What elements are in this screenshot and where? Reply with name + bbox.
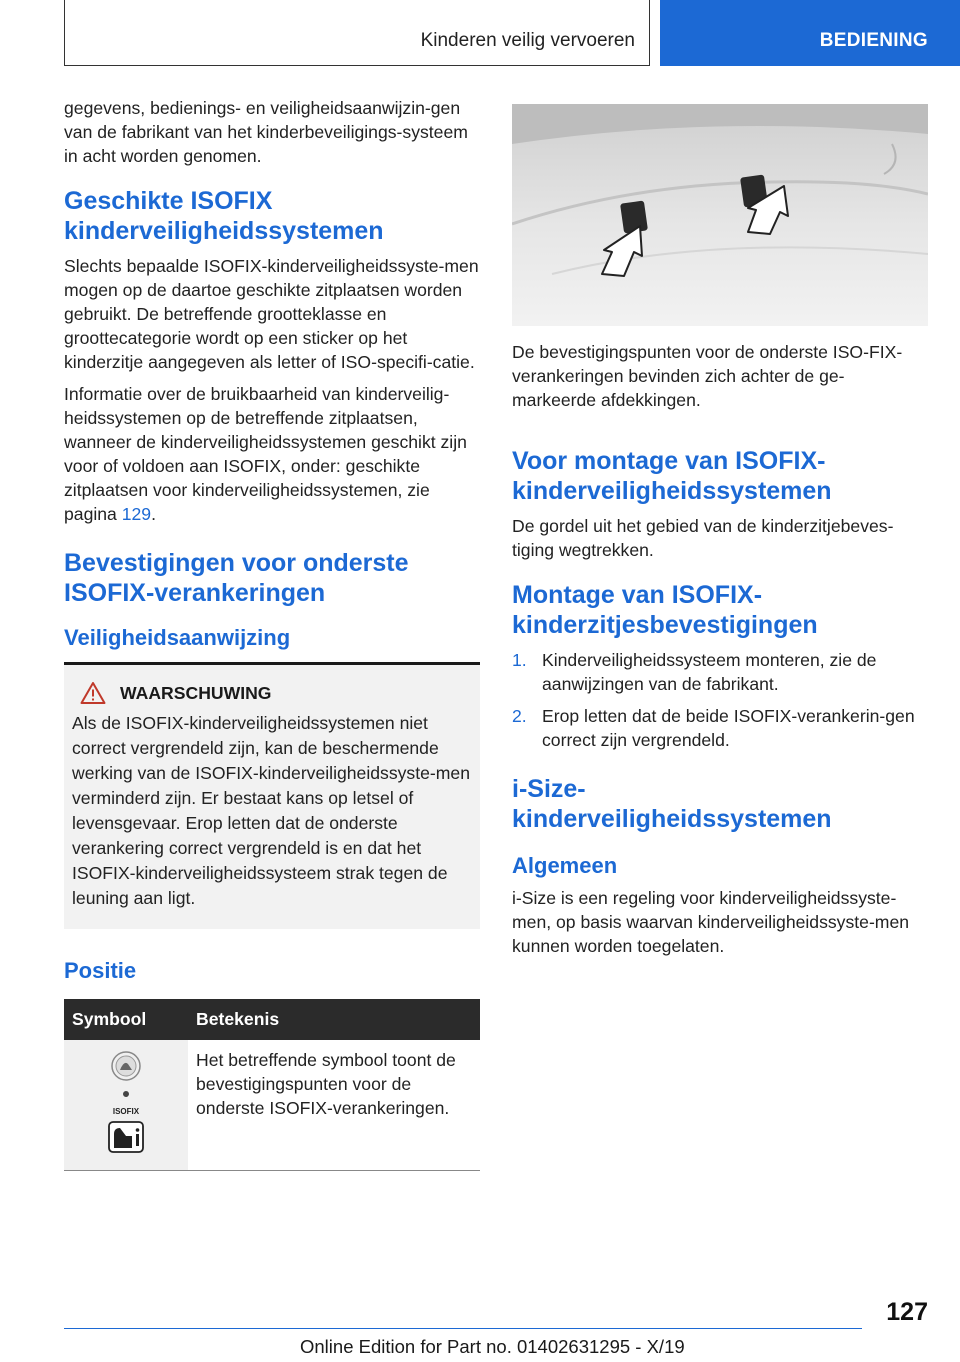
table-header-betekenis: Betekenis xyxy=(188,999,480,1040)
header-section-box xyxy=(64,0,650,66)
list-item xyxy=(512,648,928,696)
header-tab-box xyxy=(660,0,960,66)
paragraph-geschikte-2-end: . xyxy=(151,504,156,524)
page-header xyxy=(0,0,960,66)
isofix-label: ISOFIX xyxy=(112,1107,140,1116)
page-link-129[interactable]: 129 xyxy=(121,504,152,524)
step-number: 1. xyxy=(512,650,527,670)
table-header-symbool: Symbool xyxy=(64,999,188,1040)
heading-algemeen: Algemeen xyxy=(512,853,618,878)
section-title: Kinderen veilig vervoeren xyxy=(420,30,635,51)
warning-triangle-icon xyxy=(80,681,106,705)
heading-voor-montage: Voor montage van ISOFIX-kinderveiligheidssystemen xyxy=(512,447,832,505)
symbol-cell xyxy=(64,1040,188,1171)
heading-geschikte-isofix: Geschikte ISOFIX kinderveiligheidssystemen xyxy=(64,187,384,245)
warning-text: Als de ISOFIX-kinderveiligheidssystemen niet correct vergrendeld zijn, kan de beschermende werking van de ISOFIX-kinderveiligheidssyste-men verminderd zijn. Er bestaat kans op letsel of levensgevaar. Erop letten dat de onderste verankering correct vergrendeld is en dat het ISOFIX-kinderveiligheidssysteem strak tegen de leuning aan ligt. xyxy=(72,713,470,908)
paragraph-voor-montage: De gordel uit het gebied van de kinderzitjebeves-tiging wegtrekken. xyxy=(512,516,894,560)
heading-veiligheidsaanwijzing: Veiligheidsaanwijzing xyxy=(64,625,291,650)
montage-steps xyxy=(512,648,928,752)
isofix-anchor-photo xyxy=(512,104,928,326)
step-number: 2. xyxy=(512,706,527,726)
chapter-tab[interactable]: BEDIENING xyxy=(819,30,928,51)
list-item xyxy=(512,704,928,752)
heading-bevestigingen: Bevestigingen voor onderste ISOFIX-verankeringen xyxy=(64,549,409,607)
photo-caption: De bevestigingspunten voor de onderste ISO-FIX-verankeringen bevinden zich achter de ge-markeerde afdekkingen. xyxy=(512,342,903,410)
intro-paragraph: gegevens, bedienings- en veiligheidsaanwijzin-gen van de fabrikant van het kinderbeveiligings-systeem in acht worden genomen. xyxy=(64,98,468,166)
warning-box xyxy=(64,662,480,929)
heading-isize: i-Size-kinderveiligheidssystemen xyxy=(512,775,832,833)
paragraph-algemeen: i-Size is een regeling voor kinderveiligheidssyste-men, op basis waarvan kinderveiligheidssyste-men kunnen worden toegelaten. xyxy=(512,888,910,956)
left-column xyxy=(64,96,480,1171)
table-row xyxy=(64,1040,480,1171)
warning-header xyxy=(72,681,472,705)
paragraph-geschikte-1: Slechts bepaalde ISOFIX-kinderveiligheidssyste-men mogen op de daartoe geschikte zitplaatsen worden gebruikt. De betreffende grootteklasse en groottecategorie wordt op een sticker op het kinderzitje aangegeven als letter of ISO-specifi-catie. xyxy=(64,256,479,372)
step-text: Erop letten dat de beide ISOFIX-verankerin-gen correct zijn vergrendeld. xyxy=(542,706,915,750)
isofix-symbol-icon xyxy=(96,1048,156,1156)
symbol-meaning: Het betreffende symbool toont de bevestigingspunten voor de onderste ISOFIX-verankeringen. xyxy=(188,1040,480,1171)
warning-title: WAARSCHUWING xyxy=(120,682,272,703)
paragraph-geschikte-2 xyxy=(64,382,480,526)
right-column xyxy=(512,104,928,966)
footer-divider xyxy=(64,1328,862,1329)
page-number: 127 xyxy=(886,1298,928,1326)
paragraph-geschikte-2-text: Informatie over de bruikbaarheid van kinderveilig-heidssystemen op de betreffende zitplaatsen, wanneer de kinderveiligheidssystemen geschikt zijn voor of voldoen aan ISOFIX, onder: geschikte zitplaatsen voor kinderveiligheidssystemen, zie pagina xyxy=(64,384,467,524)
step-text: Kinderveiligheidssysteem monteren, zie de aanwijzingen van de fabrikant. xyxy=(542,650,877,694)
heading-montage: Montage van ISOFIX-kinderzitjesbevestigingen xyxy=(512,581,818,639)
table-header-row xyxy=(64,999,480,1040)
footer-edition: Online Edition for Part no. 01402631295 - X/19 xyxy=(300,1336,685,1357)
heading-positie: Positie xyxy=(64,958,137,983)
symbol-table xyxy=(64,999,480,1171)
